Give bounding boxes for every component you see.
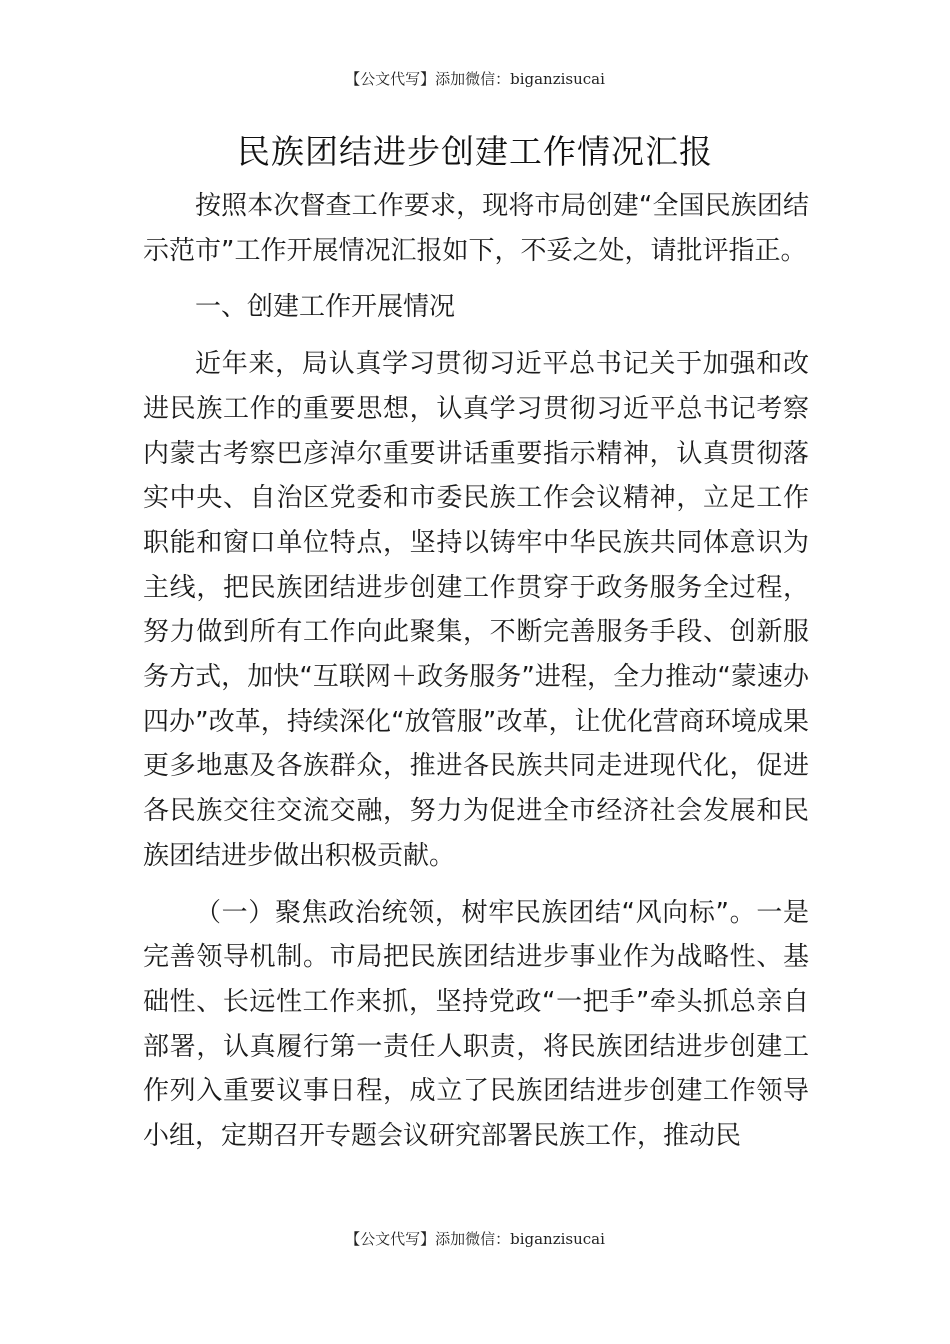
document-body	[143, 184, 809, 1159]
paragraph-intro: 按照本次督查工作要求，现将市局创建“全国民族团结示范市”工作开展情况汇报如下，不妥之处，请批评指正。	[143, 191, 809, 266]
page-header: 【公文代写】添加微信：biganzisucai	[345, 70, 605, 88]
paragraph-overview: 近年来，局认真学习贯彻习近平总书记关于加强和改进民族工作的重要思想，认真学习贯彻习近平总书记考察内蒙古考察巴彦淖尔重要讲话重要指示精神，认真贯彻落实中央、自治区党委和市委民族工作会议精神，立足工作职能和窗口单位特点，坚持以铸牢中华民族共同体意识为主线，把民族团结进步创建工作贯穿于政务服务全过程，努力做到所有工作向此聚集，不断完善服务手段、创新服务方式，加快“互联网＋政务服务”进程，全力推动“蒙速办四办”改革，持续深化“放管服”改革，让优化营商环境成果更多地惠及各族群众，推进各民族共同走进现代化，促进各民族交往交流交融，努力为促进全市经济社会发展和民族团结进步做出积极贡献。	[143, 349, 809, 871]
paragraph-subsection-1: （一）聚焦政治统领，树牢民族团结“风向标”。一是完善领导机制。市局把民族团结进步事业作为战略性、基础性、长远性工作来抓，坚持党政“一把手”牵头抓总亲自部署，认真履行第一责任人职责，将民族团结进步创建工作列入重要议事日程，成立了民族团结进步创建工作领导小组，定期召开专题会议研究部署民族工作，推动民	[143, 897, 809, 1152]
section-heading: 一、创建工作开展情况	[195, 292, 456, 323]
page-title: 民族团结进步创建工作情况汇报	[237, 132, 713, 171]
page-footer: 【公文代写】添加微信：biganzisucai	[345, 1230, 605, 1248]
